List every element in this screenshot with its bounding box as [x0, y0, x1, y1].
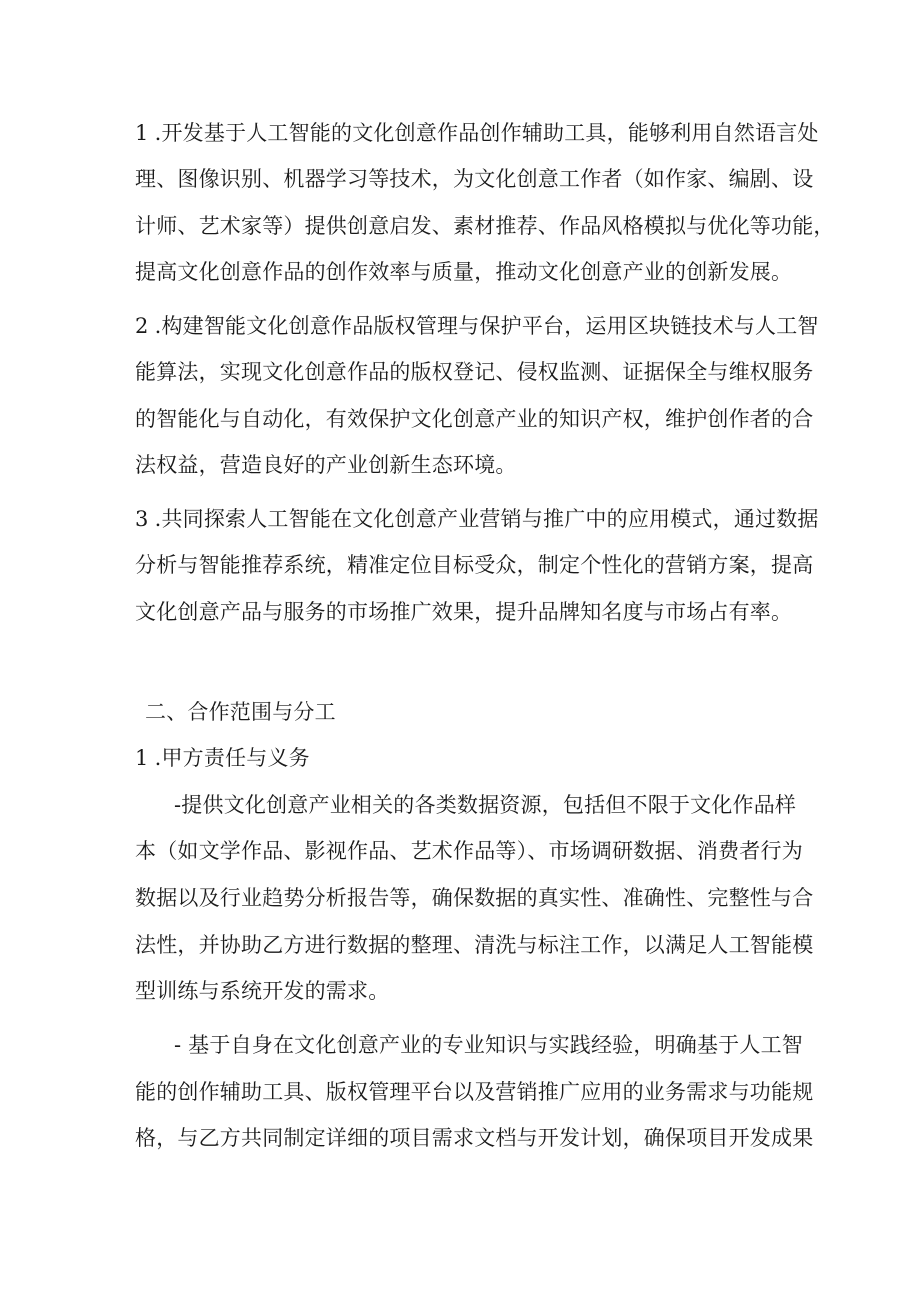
- paragraph-1-line-2: 本（如文学作品、影视作品、艺术作品等）、市场调研数据、消费者行为: [135, 839, 803, 863]
- item-2-text: .构建智能文化创意作品版权管理与保护平台，运用区块链技术与人工智: [154, 314, 819, 338]
- item-1-number: 1: [135, 121, 149, 145]
- item-3-line-2: 分析与智能推荐系统，精准定位目标受众，制定个性化的营销方案，提高: [135, 553, 814, 577]
- paragraph-1-line-3: 数据以及行业趋势分析报告等，确保数据的真实性、准确性、完整性与合: [135, 886, 814, 910]
- item-3-number: 3: [135, 507, 149, 531]
- item-2-line-3: 的智能化与自动化，有效保护文化创意产业的知识产权，维护创作者的合: [135, 407, 814, 431]
- paragraph-1-line-4: 法性，并协助乙方进行数据的整理、清洗与标注工作，以满足人工智能模: [135, 933, 814, 957]
- paragraph-1-line-1: -提供文化创意产业相关的各类数据资源，包括但不限于文化作品样: [174, 793, 797, 817]
- item-1-text: .开发基于人工智能的文化创意作品创作辅助工具，能够利用自然语言处: [154, 121, 819, 145]
- subsection-text: .甲方责任与义务: [154, 746, 310, 770]
- paragraph-1-line-5: 型训练与系统开发的需求。: [135, 979, 390, 1003]
- subsection-number: 1: [135, 746, 149, 770]
- subsection-title: [135, 743, 310, 773]
- item-3-line-3: 文化创意产品与服务的市场推广效果，提升品牌知名度与市场占有率。: [135, 600, 793, 624]
- item-2-line-1: [135, 311, 819, 341]
- item-1-line-1: [135, 118, 819, 148]
- paragraph-2-line-1: - 基于自身在文化创意产业的专业知识与实践经验，明确基于人工智: [174, 1033, 803, 1057]
- paragraph-2-line-2: 能的创作辅助工具、版权管理平台以及营销推广应用的业务需求与功能规: [135, 1080, 814, 1104]
- item-1-line-4: 提高文化创意作品的创作效率与质量，推动文化创意产业的创新发展。: [135, 260, 793, 284]
- item-1-line-3: 计师、艺术家等）提供创意启发、素材推荐、作品风格模拟与优化等功能，: [135, 214, 835, 238]
- item-2-number: 2: [135, 314, 149, 338]
- paragraph-2-line-3: 格，与乙方共同制定详细的项目需求文档与开发计划，确保项目开发成果: [135, 1126, 814, 1150]
- item-1-line-2: 理、图像识别、机器学习等技术，为文化创意工作者（如作家、编剧、设: [135, 167, 814, 191]
- item-2-line-2: 能算法，实现文化创意作品的版权登记、侵权监测、证据保全与维权服务: [135, 360, 814, 384]
- item-3-text: .共同探索人工智能在文化创意产业营销与推广中的应用模式，通过数据: [154, 507, 819, 531]
- item-2-line-4: 法权益，营造良好的产业创新生态环境。: [135, 453, 517, 477]
- section-heading: 二、合作范围与分工: [145, 700, 336, 724]
- item-3-line-1: [135, 504, 819, 534]
